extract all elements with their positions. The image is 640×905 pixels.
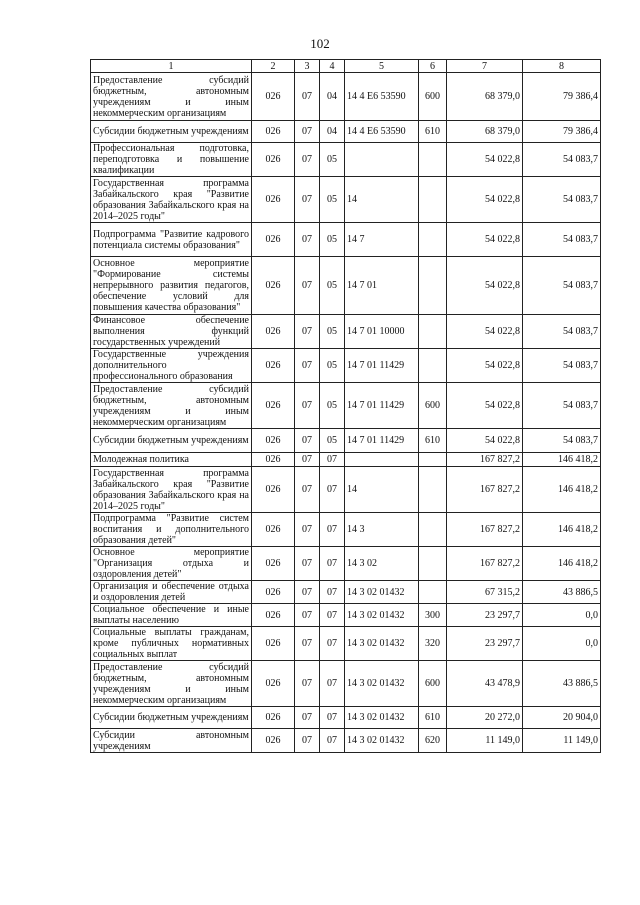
row-section: 07	[295, 73, 320, 121]
row-expense-type	[419, 143, 447, 177]
row-sum-year-2: 54 083,7	[523, 315, 601, 349]
row-expense-type: 610	[419, 707, 447, 729]
table-row	[91, 581, 601, 604]
table-row	[91, 177, 601, 223]
row-expense-type	[419, 349, 447, 383]
row-target-article: 14 3 02 01432	[345, 604, 419, 627]
table-row	[91, 661, 601, 707]
row-sum-year-1: 54 022,8	[447, 257, 523, 315]
row-admin-code: 026	[252, 627, 295, 661]
column-header: 5	[345, 60, 419, 73]
row-target-article: 14 3 02 01432	[345, 661, 419, 707]
row-section: 07	[295, 581, 320, 604]
row-sum-year-2: 20 904,0	[523, 707, 601, 729]
row-name: Основное мероприятие "Организация отдыха и оздоровления детей"	[91, 547, 252, 581]
row-subsection: 07	[320, 707, 345, 729]
row-sum-year-1: 11 149,0	[447, 729, 523, 753]
row-section: 07	[295, 707, 320, 729]
table-row	[91, 707, 601, 729]
table-row	[91, 453, 601, 467]
row-sum-year-2: 43 886,5	[523, 581, 601, 604]
row-target-article	[345, 143, 419, 177]
table-row	[91, 315, 601, 349]
row-expense-type	[419, 547, 447, 581]
table-row	[91, 349, 601, 383]
table-row	[91, 383, 601, 429]
row-expense-type: 600	[419, 661, 447, 707]
row-section: 07	[295, 547, 320, 581]
row-sum-year-1: 67 315,2	[447, 581, 523, 604]
row-subsection: 05	[320, 383, 345, 429]
row-sum-year-2: 54 083,7	[523, 143, 601, 177]
row-admin-code: 026	[252, 223, 295, 257]
row-target-article: 14 7 01 10000	[345, 315, 419, 349]
row-expense-type: 610	[419, 121, 447, 143]
row-target-article: 14	[345, 467, 419, 513]
row-target-article: 14 3 02 01432	[345, 581, 419, 604]
row-expense-type: 620	[419, 729, 447, 753]
row-expense-type: 320	[419, 627, 447, 661]
row-sum-year-1: 167 827,2	[447, 547, 523, 581]
row-admin-code: 026	[252, 383, 295, 429]
row-name: Профессиональная подготовка, переподготовка и повышение квалификации	[91, 143, 252, 177]
row-name: Предоставление субсидий бюджетным, автономным учреждениям и иным некоммерческим организациям	[91, 383, 252, 429]
row-section: 07	[295, 143, 320, 177]
table-row	[91, 121, 601, 143]
row-admin-code: 026	[252, 661, 295, 707]
row-sum-year-2: 54 083,7	[523, 257, 601, 315]
row-target-article: 14 3 02 01432	[345, 729, 419, 753]
row-section: 07	[295, 453, 320, 467]
column-header: 6	[419, 60, 447, 73]
row-section: 07	[295, 121, 320, 143]
row-name: Субсидии автономным учреждениям	[91, 729, 252, 753]
row-expense-type: 610	[419, 429, 447, 453]
row-sum-year-1: 54 022,8	[447, 429, 523, 453]
row-admin-code: 026	[252, 513, 295, 547]
column-header: 8	[523, 60, 601, 73]
row-sum-year-1: 43 478,9	[447, 661, 523, 707]
row-admin-code: 026	[252, 121, 295, 143]
row-section: 07	[295, 604, 320, 627]
row-admin-code: 026	[252, 257, 295, 315]
table-row	[91, 467, 601, 513]
row-expense-type	[419, 581, 447, 604]
row-target-article: 14 7	[345, 223, 419, 257]
row-expense-type	[419, 315, 447, 349]
row-target-article: 14 4 E6 53590	[345, 121, 419, 143]
table-row	[91, 627, 601, 661]
table-row	[91, 513, 601, 547]
row-expense-type	[419, 177, 447, 223]
column-header: 1	[91, 60, 252, 73]
row-sum-year-2: 0,0	[523, 627, 601, 661]
row-subsection: 07	[320, 581, 345, 604]
column-header: 7	[447, 60, 523, 73]
table-row	[91, 73, 601, 121]
row-name: Финансовое обеспечение выполнения функций государственных учреждений	[91, 315, 252, 349]
row-name: Основное мероприятие "Формирование системы непрерывного развития педагогов, обеспечение условий для повышения качества образования"	[91, 257, 252, 315]
row-sum-year-2: 146 418,2	[523, 453, 601, 467]
row-subsection: 05	[320, 257, 345, 315]
row-subsection: 05	[320, 315, 345, 349]
row-sum-year-1: 54 022,8	[447, 143, 523, 177]
table-row	[91, 143, 601, 177]
row-sum-year-2: 54 083,7	[523, 223, 601, 257]
row-expense-type	[419, 467, 447, 513]
column-header: 3	[295, 60, 320, 73]
row-admin-code: 026	[252, 429, 295, 453]
row-sum-year-1: 167 827,2	[447, 513, 523, 547]
row-sum-year-2: 146 418,2	[523, 467, 601, 513]
row-sum-year-1: 68 379,0	[447, 121, 523, 143]
row-sum-year-2: 54 083,7	[523, 383, 601, 429]
row-expense-type	[419, 453, 447, 467]
row-admin-code: 026	[252, 73, 295, 121]
row-section: 07	[295, 513, 320, 547]
column-header: 2	[252, 60, 295, 73]
row-section: 07	[295, 627, 320, 661]
row-sum-year-2: 146 418,2	[523, 513, 601, 547]
row-expense-type: 300	[419, 604, 447, 627]
row-expense-type	[419, 513, 447, 547]
table-row	[91, 429, 601, 453]
budget-table	[90, 59, 601, 753]
row-name: Субсидии бюджетным учреждениям	[91, 121, 252, 143]
row-subsection: 07	[320, 604, 345, 627]
row-name: Подпрограмма "Развитие систем воспитания и дополнительного образования детей"	[91, 513, 252, 547]
row-expense-type: 600	[419, 73, 447, 121]
row-admin-code: 026	[252, 547, 295, 581]
row-admin-code: 026	[252, 143, 295, 177]
row-subsection: 07	[320, 729, 345, 753]
row-subsection: 07	[320, 627, 345, 661]
row-name: Государственная программа Забайкальского края "Развитие образования Забайкальского края на 2014–2025 годы"	[91, 177, 252, 223]
row-target-article	[345, 453, 419, 467]
row-name: Подпрограмма "Развитие кадрового потенциала системы образования"	[91, 223, 252, 257]
row-subsection: 07	[320, 453, 345, 467]
row-sum-year-1: 54 022,8	[447, 383, 523, 429]
row-name: Предоставление субсидий бюджетным, автономным учреждениям и иным некоммерческим организациям	[91, 661, 252, 707]
row-target-article: 14 4 E6 53590	[345, 73, 419, 121]
row-expense-type: 600	[419, 383, 447, 429]
row-subsection: 04	[320, 121, 345, 143]
row-sum-year-2: 54 083,7	[523, 177, 601, 223]
row-target-article: 14 3 02 01432	[345, 627, 419, 661]
row-sum-year-1: 23 297,7	[447, 627, 523, 661]
row-sum-year-2: 79 386,4	[523, 73, 601, 121]
row-subsection: 07	[320, 513, 345, 547]
table-row	[91, 223, 601, 257]
row-target-article: 14 3 02	[345, 547, 419, 581]
page-number: 102	[310, 36, 330, 51]
row-admin-code: 026	[252, 349, 295, 383]
row-target-article: 14 7 01 11429	[345, 383, 419, 429]
row-section: 07	[295, 467, 320, 513]
row-section: 07	[295, 315, 320, 349]
row-sum-year-1: 20 272,0	[447, 707, 523, 729]
row-section: 07	[295, 383, 320, 429]
row-target-article: 14 7 01 11429	[345, 429, 419, 453]
row-subsection: 04	[320, 73, 345, 121]
row-sum-year-1: 167 827,2	[447, 453, 523, 467]
row-target-article: 14 3	[345, 513, 419, 547]
row-sum-year-2: 54 083,7	[523, 429, 601, 453]
row-name: Государственная программа Забайкальского края "Развитие образования Забайкальского края на 2014–2025 годы"	[91, 467, 252, 513]
row-sum-year-1: 54 022,8	[447, 349, 523, 383]
row-section: 07	[295, 349, 320, 383]
row-sum-year-2: 43 886,5	[523, 661, 601, 707]
row-admin-code: 026	[252, 581, 295, 604]
row-subsection: 07	[320, 547, 345, 581]
row-expense-type	[419, 257, 447, 315]
row-admin-code: 026	[252, 467, 295, 513]
row-target-article: 14 7 01 11429	[345, 349, 419, 383]
row-admin-code: 026	[252, 177, 295, 223]
row-target-article: 14 7 01	[345, 257, 419, 315]
row-section: 07	[295, 257, 320, 315]
row-expense-type	[419, 223, 447, 257]
row-sum-year-1: 54 022,8	[447, 177, 523, 223]
row-section: 07	[295, 729, 320, 753]
row-sum-year-2: 11 149,0	[523, 729, 601, 753]
row-name: Субсидии бюджетным учреждениям	[91, 429, 252, 453]
row-admin-code: 026	[252, 315, 295, 349]
row-sum-year-1: 54 022,8	[447, 223, 523, 257]
row-admin-code: 026	[252, 707, 295, 729]
table-row	[91, 604, 601, 627]
row-subsection: 05	[320, 223, 345, 257]
row-subsection: 05	[320, 143, 345, 177]
row-subsection: 07	[320, 661, 345, 707]
column-header: 4	[320, 60, 345, 73]
table-row	[91, 257, 601, 315]
column-number-row	[91, 60, 601, 73]
table-body	[91, 73, 601, 753]
row-subsection: 07	[320, 467, 345, 513]
row-admin-code: 026	[252, 604, 295, 627]
row-target-article: 14 3 02 01432	[345, 707, 419, 729]
row-name: Государственные учреждения дополнительного профессионального образования	[91, 349, 252, 383]
row-subsection: 05	[320, 349, 345, 383]
row-sum-year-2: 79 386,4	[523, 121, 601, 143]
row-subsection: 05	[320, 429, 345, 453]
row-name: Молодежная политика	[91, 453, 252, 467]
row-section: 07	[295, 177, 320, 223]
row-section: 07	[295, 223, 320, 257]
row-admin-code: 026	[252, 729, 295, 753]
table-row	[91, 547, 601, 581]
row-sum-year-1: 68 379,0	[447, 73, 523, 121]
row-sum-year-1: 54 022,8	[447, 315, 523, 349]
row-admin-code: 026	[252, 453, 295, 467]
row-sum-year-2: 146 418,2	[523, 547, 601, 581]
row-sum-year-1: 167 827,2	[447, 467, 523, 513]
row-name: Социальные выплаты гражданам, кроме публичных нормативных социальных выплат	[91, 627, 252, 661]
row-section: 07	[295, 661, 320, 707]
row-name: Организация и обеспечение отдыха и оздоровления детей	[91, 581, 252, 604]
row-target-article: 14	[345, 177, 419, 223]
row-section: 07	[295, 429, 320, 453]
row-sum-year-1: 23 297,7	[447, 604, 523, 627]
row-name: Социальное обеспечение и иные выплаты населению	[91, 604, 252, 627]
row-subsection: 05	[320, 177, 345, 223]
row-sum-year-2: 0,0	[523, 604, 601, 627]
row-name: Субсидии бюджетным учреждениям	[91, 707, 252, 729]
row-name: Предоставление субсидий бюджетным, автономным учреждениям и иным некоммерческим организациям	[91, 73, 252, 121]
row-sum-year-2: 54 083,7	[523, 349, 601, 383]
table-row	[91, 729, 601, 753]
